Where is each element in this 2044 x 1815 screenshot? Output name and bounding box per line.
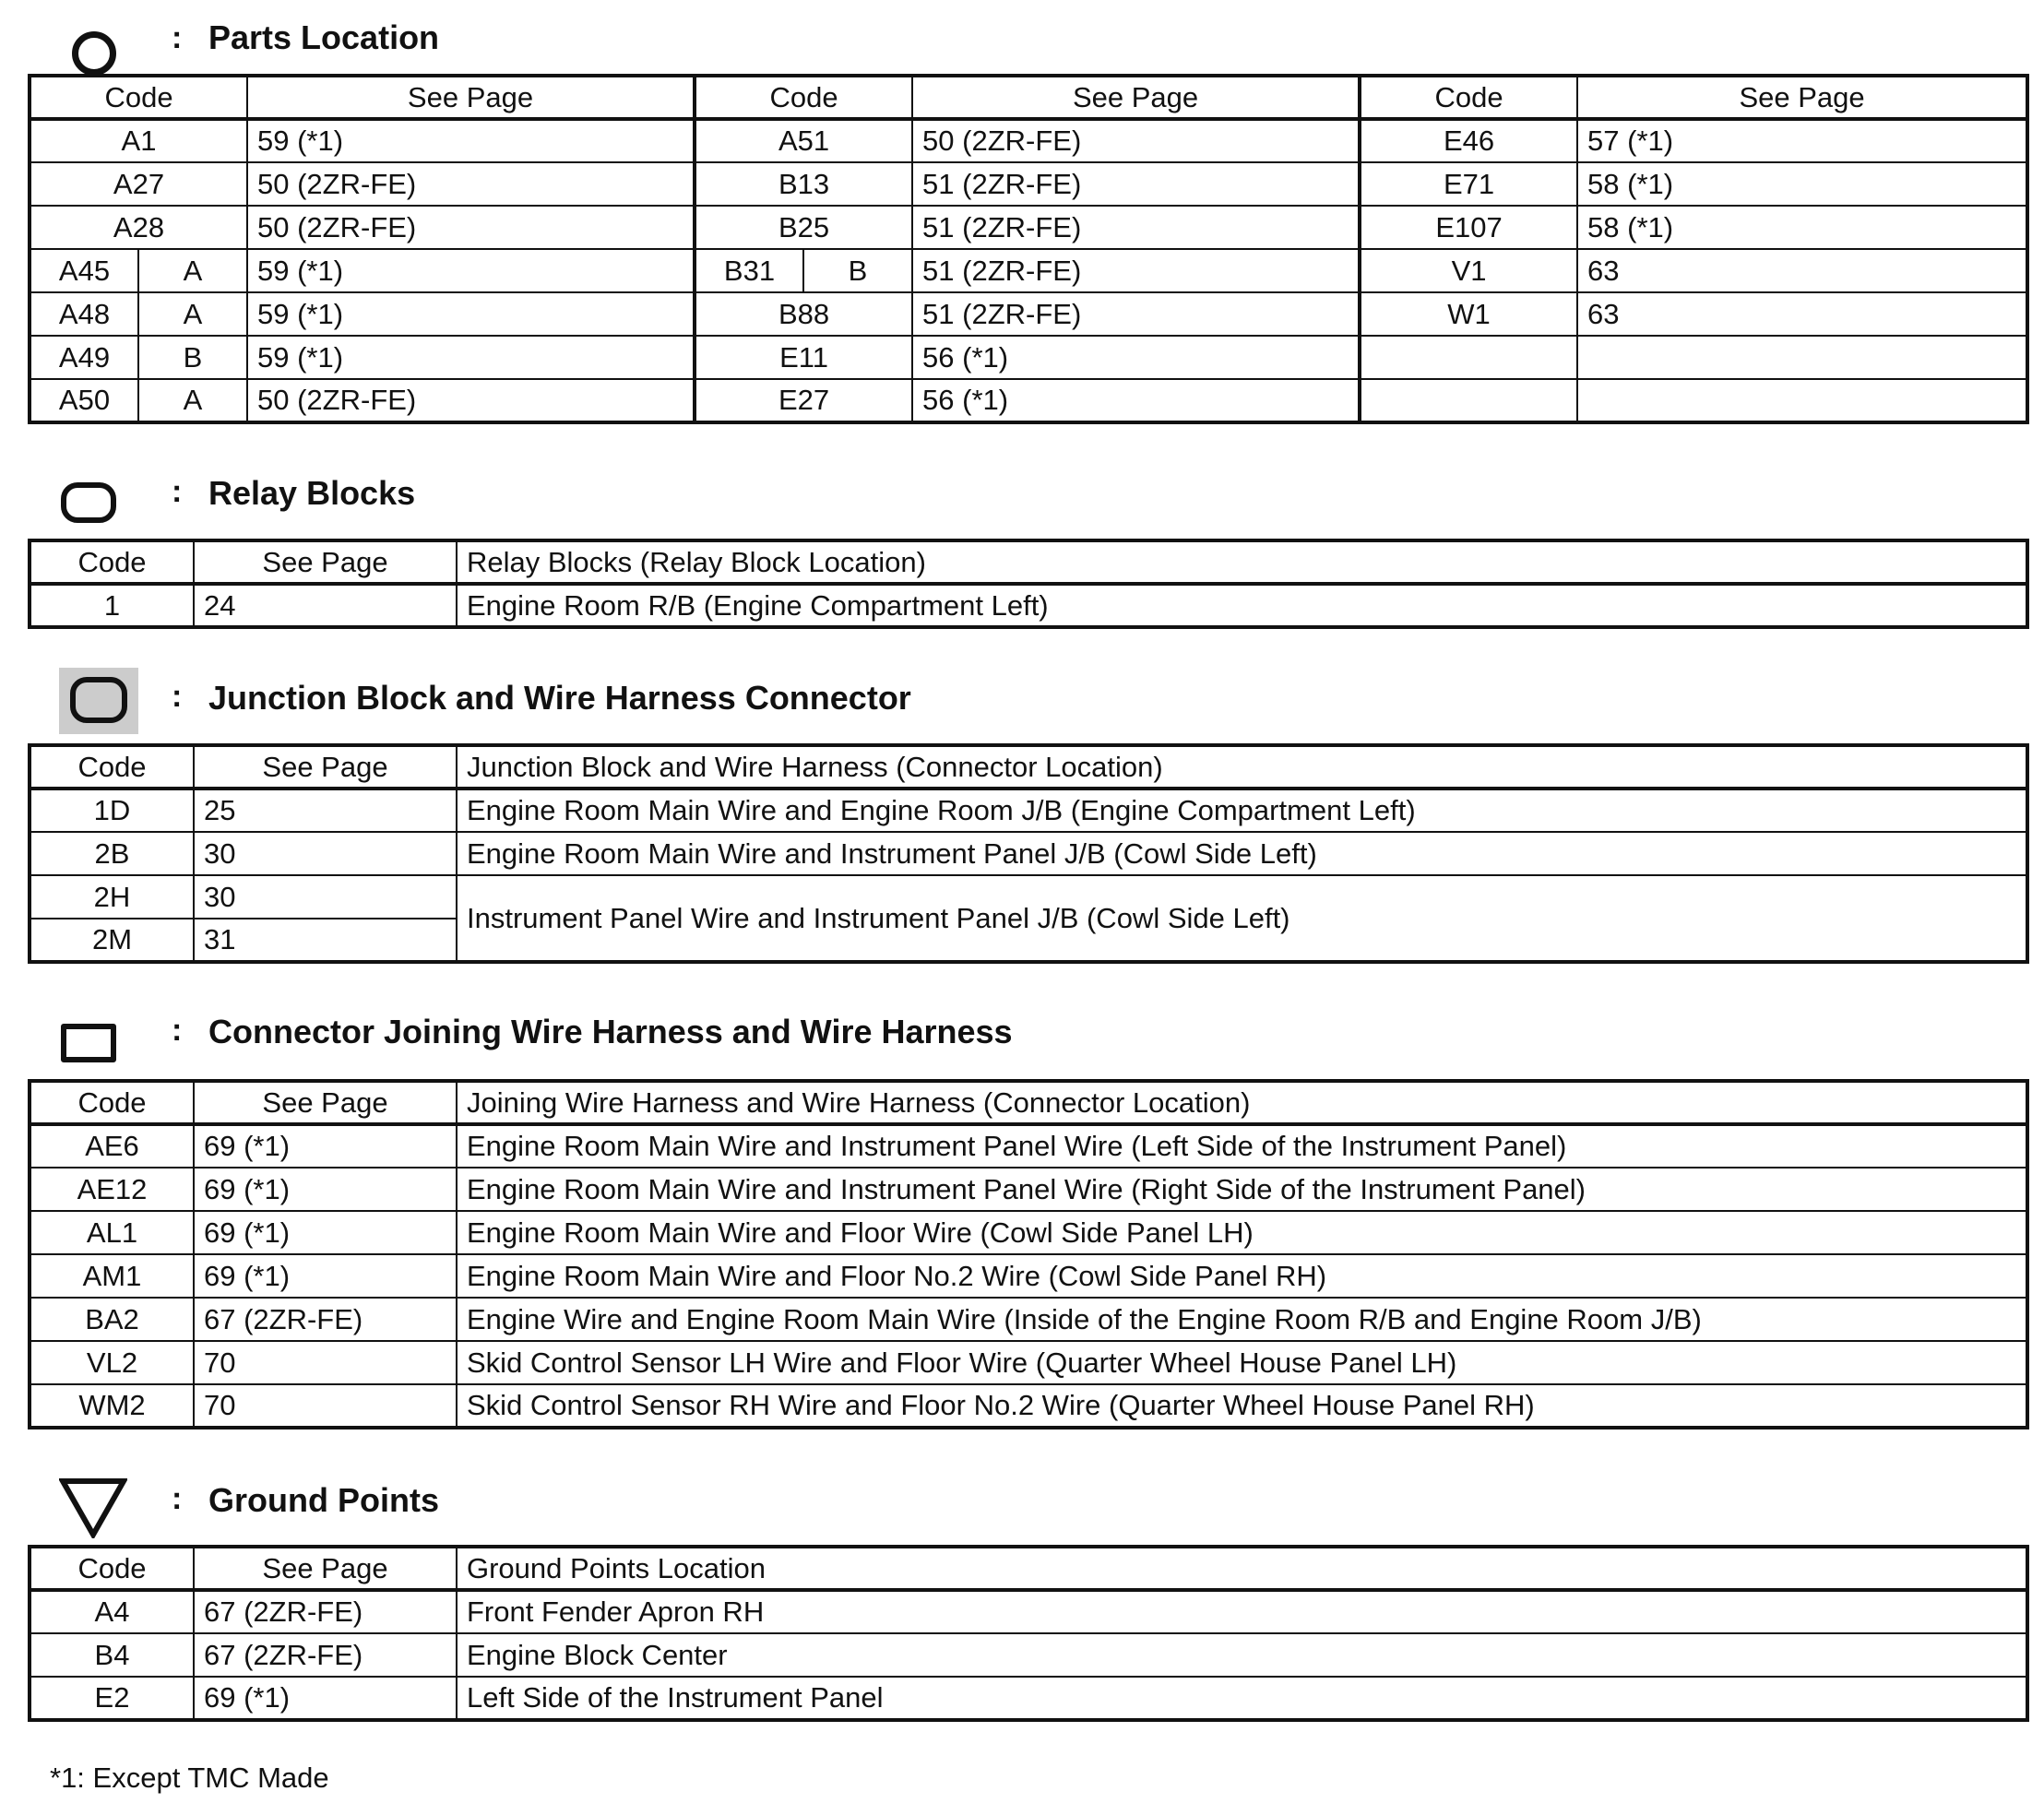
page-cell: 31 — [194, 919, 457, 962]
code-cell: A4 — [30, 1590, 194, 1633]
table-header-row — [30, 1081, 2027, 1124]
description-cell: Engine Room R/B (Engine Compartment Left) — [457, 584, 2027, 627]
connector-icon — [61, 1024, 116, 1062]
parts-location-header — [0, 9, 1291, 65]
page-cell: 56 (*1) — [912, 379, 1360, 422]
code-cell: V1 — [1360, 249, 1577, 292]
description-cell: Skid Control Sensor LH Wire and Floor Wire (Quarter Wheel House Panel LH) — [457, 1341, 2027, 1384]
table-row — [30, 249, 2027, 292]
page-cell: 59 (*1) — [247, 292, 695, 336]
code-cell: AE6 — [30, 1124, 194, 1168]
page-cell: 51 (2ZR-FE) — [912, 249, 1360, 292]
header-see-page: See Page — [912, 76, 1360, 119]
code-cell: E107 — [1360, 206, 1577, 249]
code-cell: WM2 — [30, 1384, 194, 1428]
code-cell: W1 — [1360, 292, 1577, 336]
description-cell: Engine Room Main Wire and Instrument Panel J/B (Cowl Side Left) — [457, 832, 2027, 875]
table-row — [30, 1168, 2027, 1211]
code-cell: E2 — [30, 1677, 194, 1720]
table-row — [30, 1633, 2027, 1677]
page-cell — [1577, 336, 2027, 379]
table-row — [30, 1590, 2027, 1633]
header-code: Code — [30, 1081, 194, 1124]
code-cell: B31 — [695, 249, 803, 292]
code-cell: A45 — [30, 249, 138, 292]
junction-block-table — [28, 743, 2029, 964]
header-see-page: See Page — [194, 745, 457, 789]
relay-block-icon — [61, 482, 116, 523]
circle-icon — [72, 31, 116, 76]
code-cell: AE12 — [30, 1168, 194, 1211]
page-cell: 57 (*1) — [1577, 119, 2027, 162]
table-row — [30, 336, 2027, 379]
junction-block-icon — [70, 677, 127, 723]
header-see-page: See Page — [194, 1547, 457, 1590]
description-cell: Engine Room Main Wire and Instrument Panel Wire (Right Side of the Instrument Panel) — [457, 1168, 2027, 1211]
code-cell: A51 — [695, 119, 912, 162]
page-cell: 67 (2ZR-FE) — [194, 1590, 457, 1633]
colon: : — [172, 1481, 183, 1516]
page-cell: 58 (*1) — [1577, 162, 2027, 206]
table-row — [30, 1677, 2027, 1720]
page-cell: 69 (*1) — [194, 1677, 457, 1720]
description-cell: Engine Wire and Engine Room Main Wire (Inside of the Engine Room R/B and Engine Room J/B) — [457, 1298, 2027, 1341]
code-cell: B88 — [695, 292, 912, 336]
page-cell: 25 — [194, 789, 457, 832]
description-cell: Engine Room Main Wire and Floor No.2 Wire (Cowl Side Panel RH) — [457, 1254, 2027, 1298]
page-cell: 24 — [194, 584, 457, 627]
connector-table — [28, 1079, 2029, 1429]
sub-code-cell: A — [138, 379, 247, 422]
header-description: Junction Block and Wire Harness (Connector Location) — [457, 745, 2027, 789]
description-cell: Skid Control Sensor RH Wire and Floor No.2 Wire (Quarter Wheel House Panel RH) — [457, 1384, 2027, 1428]
page-cell: 50 (2ZR-FE) — [247, 379, 695, 422]
header-see-page: See Page — [194, 1081, 457, 1124]
page-cell: 51 (2ZR-FE) — [912, 162, 1360, 206]
page-cell: 69 (*1) — [194, 1211, 457, 1254]
page-cell: 50 (2ZR-FE) — [912, 119, 1360, 162]
header-description: Ground Points Location — [457, 1547, 2027, 1590]
page-cell: 30 — [194, 875, 457, 919]
page-cell: 69 (*1) — [194, 1254, 457, 1298]
page-cell: 63 — [1577, 249, 2027, 292]
table-row — [30, 1384, 2027, 1428]
code-cell: B4 — [30, 1633, 194, 1677]
section-title-connectors: Connector Joining Wire Harness and Wire Harness — [208, 1013, 1013, 1050]
table-row — [30, 1341, 2027, 1384]
header-description: Relay Blocks (Relay Block Location) — [457, 540, 2027, 584]
page-cell: 30 — [194, 832, 457, 875]
page-cell: 59 (*1) — [247, 119, 695, 162]
code-cell: A48 — [30, 292, 138, 336]
code-cell: B25 — [695, 206, 912, 249]
page-cell: 50 (2ZR-FE) — [247, 206, 695, 249]
description-cell: Engine Room Main Wire and Instrument Panel Wire (Left Side of the Instrument Panel) — [457, 1124, 2027, 1168]
page-cell: 51 (2ZR-FE) — [912, 292, 1360, 336]
code-cell: A1 — [30, 119, 247, 162]
table-header-row — [30, 540, 2027, 584]
code-cell: E27 — [695, 379, 912, 422]
table-row — [30, 206, 2027, 249]
section-title-junction-block: Junction Block and Wire Harness Connector — [208, 679, 911, 717]
table-row — [30, 119, 2027, 162]
header-code: Code — [30, 1547, 194, 1590]
sub-code-cell: B — [138, 336, 247, 379]
header-description: Joining Wire Harness and Wire Harness (Connector Location) — [457, 1081, 2027, 1124]
table-row — [30, 1124, 2027, 1168]
code-cell: A50 — [30, 379, 138, 422]
header-code: Code — [30, 745, 194, 789]
code-cell: 2B — [30, 832, 194, 875]
page-cell: 70 — [194, 1384, 457, 1428]
table-header-row — [30, 1547, 2027, 1590]
description-cell: Engine Block Center — [457, 1633, 2027, 1677]
header-code: Code — [695, 76, 912, 119]
sub-code-cell: B — [803, 249, 912, 292]
page-cell: 51 (2ZR-FE) — [912, 206, 1360, 249]
table-row — [30, 584, 2027, 627]
code-cell: AM1 — [30, 1254, 194, 1298]
connector-header — [0, 1005, 1291, 1061]
page-cell: 56 (*1) — [912, 336, 1360, 379]
code-cell: VL2 — [30, 1341, 194, 1384]
sub-code-cell: A — [138, 249, 247, 292]
relay-blocks-header — [0, 467, 1291, 522]
table-row — [30, 1254, 2027, 1298]
ground-triangle-icon — [59, 1477, 127, 1538]
colon: : — [172, 1013, 183, 1048]
table-row — [30, 292, 2027, 336]
colon: : — [172, 474, 183, 509]
ground-points-table — [28, 1545, 2029, 1722]
table-header-row — [30, 745, 2027, 789]
code-cell: 2M — [30, 919, 194, 962]
table-row — [30, 379, 2027, 422]
code-cell: E71 — [1360, 162, 1577, 206]
header-code: Code — [30, 76, 247, 119]
code-cell — [1360, 336, 1577, 379]
parts-location-table — [28, 74, 2029, 424]
description-cell: Left Side of the Instrument Panel — [457, 1677, 2027, 1720]
colon: : — [172, 679, 183, 714]
code-cell: E46 — [1360, 119, 1577, 162]
sub-code-cell: A — [138, 292, 247, 336]
code-cell: AL1 — [30, 1211, 194, 1254]
code-cell: A28 — [30, 206, 247, 249]
relay-blocks-table — [28, 539, 2029, 629]
description-cell: Engine Room Main Wire and Engine Room J/B (Engine Compartment Left) — [457, 789, 2027, 832]
table-row — [30, 875, 2027, 919]
page-cell: 69 (*1) — [194, 1124, 457, 1168]
code-cell: 2H — [30, 875, 194, 919]
code-cell: E11 — [695, 336, 912, 379]
page-cell: 69 (*1) — [194, 1168, 457, 1211]
table-row — [30, 789, 2027, 832]
page-cell: 67 (2ZR-FE) — [194, 1633, 457, 1677]
page-cell: 50 (2ZR-FE) — [247, 162, 695, 206]
table-row — [30, 1298, 2027, 1341]
code-cell — [1360, 379, 1577, 422]
table-row — [30, 162, 2027, 206]
code-cell: 1 — [30, 584, 194, 627]
header-see-page: See Page — [247, 76, 695, 119]
section-title-ground-points: Ground Points — [208, 1481, 439, 1519]
header-code: Code — [30, 540, 194, 584]
page-cell: 59 (*1) — [247, 249, 695, 292]
description-cell-merged: Instrument Panel Wire and Instrument Panel J/B (Cowl Side Left) — [457, 875, 2027, 962]
ground-points-header — [0, 1470, 1291, 1525]
description-cell: Front Fender Apron RH — [457, 1590, 2027, 1633]
page-cell: 67 (2ZR-FE) — [194, 1298, 457, 1341]
code-cell: A49 — [30, 336, 138, 379]
page-cell — [1577, 379, 2027, 422]
page-cell: 63 — [1577, 292, 2027, 336]
page-cell: 58 (*1) — [1577, 206, 2027, 249]
code-cell: BA2 — [30, 1298, 194, 1341]
footnote: *1: Except TMC Made — [50, 1762, 329, 1794]
header-see-page: See Page — [194, 540, 457, 584]
section-title-parts-location: Parts Location — [208, 18, 440, 56]
junction-block-header — [0, 662, 1291, 718]
description-cell: Engine Room Main Wire and Floor Wire (Cowl Side Panel LH) — [457, 1211, 2027, 1254]
page-cell: 59 (*1) — [247, 336, 695, 379]
code-cell: A27 — [30, 162, 247, 206]
code-cell: B13 — [695, 162, 912, 206]
code-cell: 1D — [30, 789, 194, 832]
table-row — [30, 832, 2027, 875]
page-cell: 70 — [194, 1341, 457, 1384]
section-title-relay-blocks: Relay Blocks — [208, 474, 416, 512]
table-header-row — [30, 76, 2027, 119]
header-code: Code — [1360, 76, 1577, 119]
table-row — [30, 1211, 2027, 1254]
header-see-page: See Page — [1577, 76, 2027, 119]
colon: : — [172, 20, 183, 55]
